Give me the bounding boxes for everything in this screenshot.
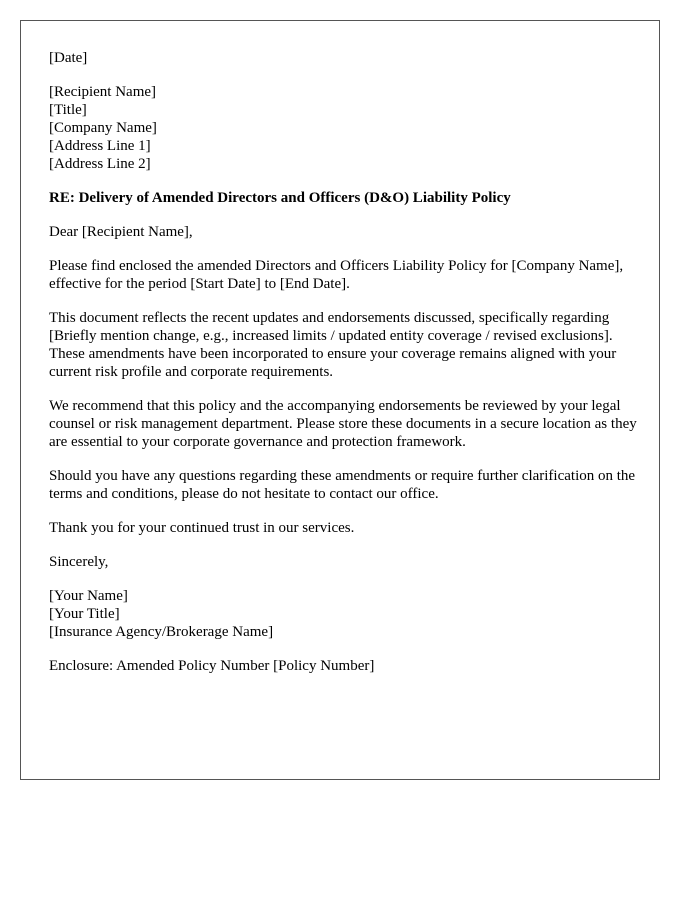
letter-body — [49, 49, 639, 691]
sender-name: [Your Name] — [49, 588, 128, 604]
recipient-address-block — [49, 83, 639, 173]
letter-date: [Date] — [49, 50, 88, 66]
closing: Sincerely, — [49, 554, 109, 570]
salutation: Dear [Recipient Name], — [49, 224, 193, 240]
subject-line: RE: Delivery of Amended Directors and Officers (D&O) Liability Policy — [49, 190, 511, 206]
date-block — [49, 49, 639, 67]
enclosure-line: Enclosure: Amended Policy Number [Policy Number] — [49, 658, 375, 674]
paragraph-enclosure-notice: Please find enclosed the amended Directors and Officers Liability Policy for [Company Name], effective for the period [Start Date] to [End Date]. — [49, 258, 624, 292]
sender-agency: [Insurance Agency/Brokerage Name] — [49, 624, 274, 640]
paragraph-contact-info: Should you have any questions regarding these amendments or require further clarification on the terms and conditions, please do not hesitate to contact our office. — [49, 468, 636, 502]
letter-page — [20, 20, 660, 780]
recipient-company: [Company Name] — [49, 120, 157, 136]
paragraph-amendment-details: This document reflects the recent updates and endorsements discussed, specifically regarding [Briefly mention change, e.g., increased limits / updated entity coverage / revised exclusions]. These amendments have been incorporated to ensure your coverage remains aligned with your current risk profile and corporate requirements. — [49, 310, 617, 380]
recipient-address-line-1: [Address Line 1] — [49, 138, 151, 154]
signature-block — [49, 587, 639, 641]
recipient-name: [Recipient Name] — [49, 84, 157, 100]
recipient-title: [Title] — [49, 102, 87, 118]
sender-title: [Your Title] — [49, 606, 120, 622]
paragraph-thanks: Thank you for your continued trust in our services. — [49, 520, 355, 536]
paragraph-review-recommendation: We recommend that this policy and the accompanying endorsements be reviewed by your legal counsel or risk management department. Please store these documents in a secure location as they are essential to your corporate governance and protection framework. — [49, 398, 637, 450]
recipient-address-line-2: [Address Line 2] — [49, 156, 151, 172]
